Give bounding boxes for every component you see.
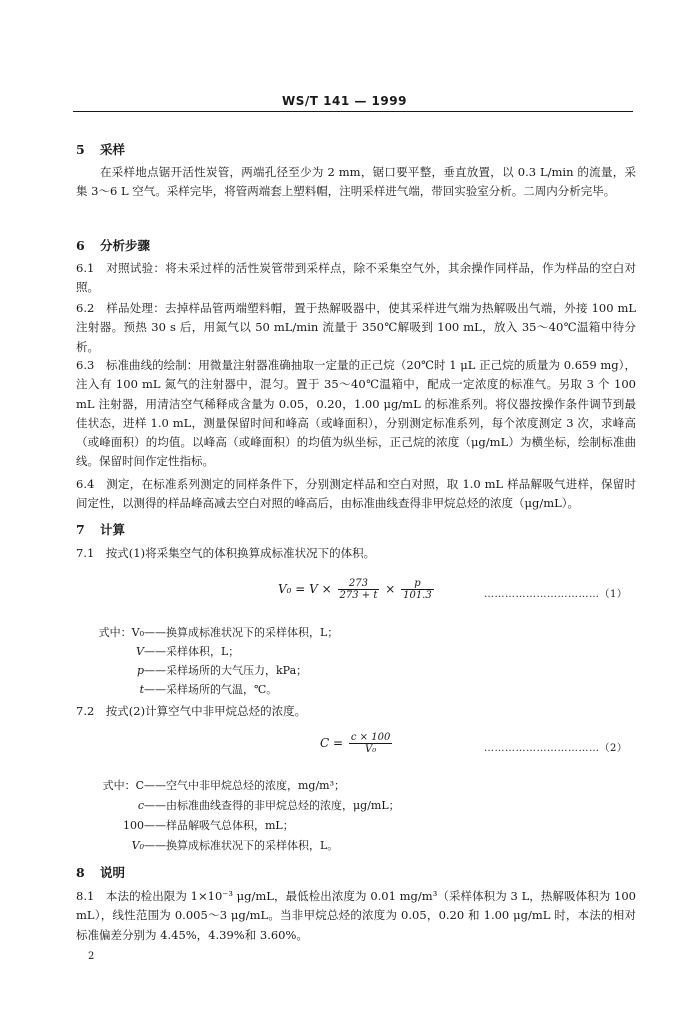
fraction-denominator: 101.3 — [403, 590, 432, 601]
paragraph-6-3: 6.3 标准曲线的绘制：用微量注射器准确抽取一定量的正己烷（20℃时 1 μL 正己烷的质量为 0.659 mg），注入有 100 mL 氮气的注射器中，混匀。置于 35～40℃温箱中，配成一定浓度的标准气。另取 3 个 100 mL 注射器，用清洁空气稀释成含量为 0.05，0.20，1.00 μg/mL 的标准系列。将仪器按操作条件调节到最佳状态，进样 1.0 mL，测量保留时间和峰高（或峰面积），分别测定标准系列，每个浓度测定 3 次，求峰高（或峰面积）的均值。以峰高（或峰面积）的均值为纵坐标，正己烷的浓度（μg/mL）为横坐标，绘制标准曲线。保留时间作定性指标。 — [76, 358, 636, 469]
paragraph-6-4: 6.4 测定，在标准系列测定的同样条件下，分别测定样品和空白对照，取 1.0 mL 样品解吸气进样，保留时间定性，以测得的样品峰高减去空白对照的峰高后，由标准曲线查得非甲烷总烃的浓度（μg/mL）。 — [76, 477, 636, 511]
fraction-denominator: 273 + t — [339, 590, 378, 601]
section-title: 分析步骤 — [100, 238, 151, 253]
section-title: 采样 — [100, 142, 126, 157]
variable-symbol: p — [136, 664, 144, 677]
variable-definition — [76, 681, 277, 697]
standard-code-header: WS/T 141 — 1999 — [282, 94, 407, 108]
formula-1-lhs: V₀ = V × — [278, 582, 332, 596]
section-8-heading — [76, 863, 125, 881]
paragraph-7-1: 7.1 按式(1)将采集空气的体积换算成标准状况下的体积。 — [76, 546, 376, 560]
formula-2-fraction — [349, 732, 392, 755]
variable-description: ——换算成标准状况下的采样体积，L。 — [144, 839, 339, 852]
paragraph-8-1: 8.1 本法的检出限为 1×10⁻³ μg/mL，最低检出浓度为 0.01 mg/m³（采样体积为 3 L，热解吸体积为 100 mL），线性范围为 0.005～3 μg/mL。当非甲烷总烃的浓度为 0.05，0.20 和 1.00 μg/mL 时，本法的相对标准偏差分别为 4.45%，4.39%和 3.60%。 — [76, 889, 636, 942]
variable-symbol: c — [137, 799, 144, 812]
fraction-denominator: V₀ — [364, 744, 377, 755]
section-7-heading — [76, 520, 125, 538]
variable-symbol: V₀ — [131, 839, 144, 852]
variable-definition — [76, 817, 294, 833]
equation-number-2: ……………………………（2） — [484, 743, 628, 754]
variable-description: ——采样体积，L； — [144, 645, 240, 658]
section-title: 说明 — [100, 865, 126, 880]
variable-symbol: 式中：C — [102, 779, 144, 792]
variable-definition — [76, 643, 239, 659]
formula-1-fraction-temperature — [338, 578, 380, 601]
formula-2 — [320, 732, 394, 755]
paragraph-6-1: 6.1 对照试验：将未采过样的活性炭管带到采样点，除不采集空气外，其余操作同样品，作为样品的空白对照。 — [76, 261, 636, 295]
variable-description: ——换算成标准状况下的采样体积，L； — [144, 626, 339, 639]
variable-symbol: V — [136, 645, 144, 658]
variable-definition — [76, 662, 307, 678]
variable-definition — [76, 777, 345, 793]
formula-2-lhs: C = — [320, 736, 344, 750]
formula-1-times: × — [385, 582, 396, 596]
variable-definition — [76, 624, 338, 640]
fraction-numerator: c × 100 — [350, 732, 391, 743]
section-number: 8 — [76, 865, 85, 880]
variable-symbol: 式中：V₀ — [98, 626, 144, 639]
section-5-paragraph: 在采样地点锯开活性炭管，两端孔径至少为 2 mm，锯口要平整，垂直放置，以 0.3 L/min 的流量，采集 3～6 L 空气。采样完毕，将管两端套上塑料帽，注明采样进气端，带回实验室分析。二周内分析完毕。 — [76, 165, 636, 199]
paragraph-7-2: 7.2 按式(2)计算空气中非甲烷总烃的浓度。 — [76, 704, 307, 718]
variable-symbol: t — [139, 683, 144, 696]
variable-definition — [76, 797, 400, 813]
page-number: 2 — [88, 951, 95, 962]
section-number: 7 — [76, 522, 85, 537]
section-number: 5 — [76, 142, 85, 157]
variable-description: ——采样场所的大气压力，kPa； — [144, 664, 308, 677]
paragraph-6-2: 6.2 样品处理：去掉样品管两端塑料帽，置于热解吸器中，使其采样进气端为热解吸出气端，外接 100 mL 注射器。预热 30 s 后，用氮气以 50 mL/min 流量于 350℃解吸到 100 mL，放入 35～40℃温箱中待分析。 — [76, 301, 636, 354]
formula-1 — [278, 578, 436, 601]
variable-description: ——空气中非甲烷总烃的浓度，mg/m³； — [144, 779, 346, 792]
section-title: 计算 — [100, 522, 126, 537]
equation-number-1: ……………………………（1） — [484, 589, 628, 600]
variable-symbol: 100 — [123, 819, 144, 832]
variable-description: ——样品解吸气总体积，mL； — [144, 819, 294, 832]
section-6-heading — [76, 236, 150, 254]
formula-1-fraction-pressure — [401, 578, 434, 601]
fraction-numerator: p — [401, 578, 434, 590]
header-rule — [73, 111, 633, 112]
variable-definition — [76, 837, 338, 853]
variable-description: ——采样场所的气温，℃。 — [144, 683, 278, 696]
fraction-numerator: 273 — [338, 578, 380, 590]
section-5-heading — [76, 140, 125, 158]
variable-description: ——由标准曲线查得的非甲烷总烃的浓度，μg/mL； — [144, 799, 400, 812]
section-number: 6 — [76, 238, 85, 253]
